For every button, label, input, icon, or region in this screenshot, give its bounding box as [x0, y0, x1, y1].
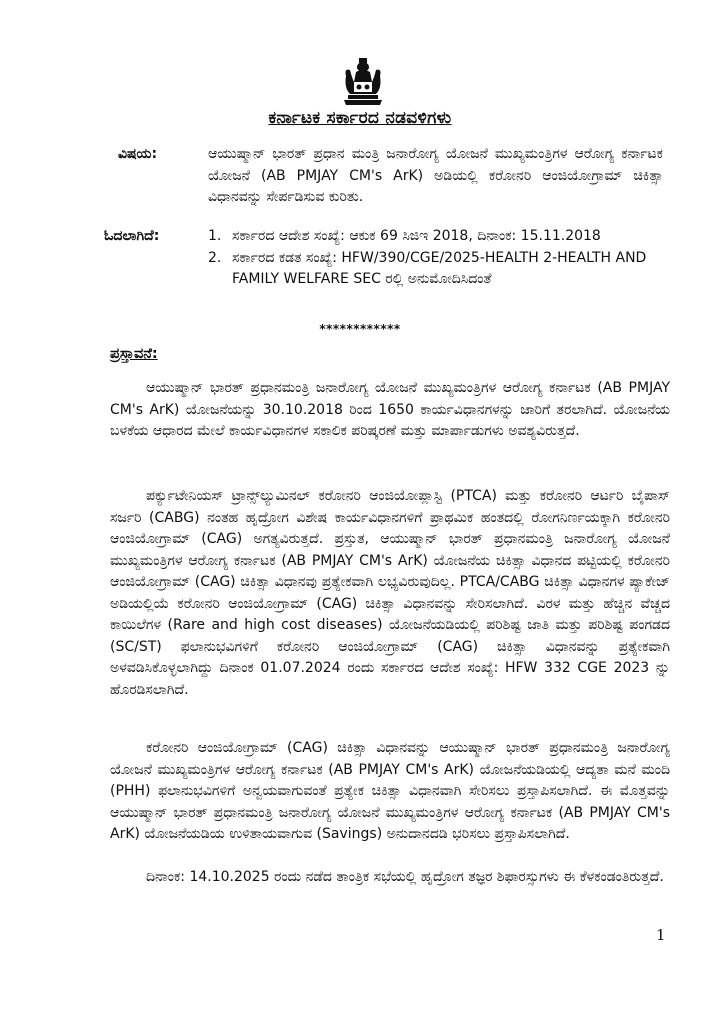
preamble-heading: ಪ್ರಸ್ತಾವನೆ:: [110, 346, 158, 362]
page-number: 1: [656, 926, 666, 944]
subject-label: ವಿಷಯ:: [118, 146, 158, 162]
preamble-paragraph: ಪರ್ಕ್ಯುಟೇನಿಯಸ್ ಟ್ರಾನ್ಸ್‌ಲ್ಯುಮಿನಲ್ ಕರೋನರಿ ಆಂಜಿಯೋಪ್ಲಾಸ್ಟಿ (PTCA) ಮತ್ತು ಕರೋನರಿ ಆರ್ಟರಿ ಬೈಪಾಸ್ ಸರ್ಜರಿ (CABG) ನಂತಹ ಹೃದ್ರೋಗ ವಿಶೇಷ ಕಾರ್ಯವಿಧಾನಗಳಿಗೆ ಪ್ರಾಥಮಿಕ ಹಂತದಲ್ಲಿ ರೋಗನಿರ್ಣಯಕ್ಕಾಗಿ ಕರೋನರಿ ಆಂಜಿಯೋಗ್ರಾಮ್ (CAG) ಅಗತ್ಯವಿರುತ್ತದೆ. ಪ್ರಸ್ತುತ, ಆಯುಷ್ಮಾನ್ ಭಾರತ್ ಪ್ರಧಾನಮಂತ್ರಿ ಜನಾರೋಗ್ಯ ಯೋಜನೆ ಮುಖ್ಯಮಂತ್ರಿಗಳ ಆರೋಗ್ಯ ಕರ್ನಾಟಕ (AB PMJAY CM's ArK) ಯೋಜನೆಯ ಚಿಕಿತ್ಸಾ ವಿಧಾನದ ಪಟ್ಟಿಯಲ್ಲಿ ಕರೋನರಿ ಆಂಜಿಯೋಗ್ರಾಮ್ (CAG) ಚಿಕಿತ್ಸಾ ವಿಧಾನವು ಪ್ರತ್ಯೇಕವಾಗಿ ಲಭ್ಯವಿರುವುದಿಲ್ಲ. PTCA/CABG ಚಿಕಿತ್ಸಾ ವಿಧಾನಗಳ ಪ್ಯಾಕೇಜ್ ಅಡಿಯಲ್ಲಿಯೆ ಕರೋನರಿ ಆಂಜಿಯೋಗ್ರಾಮ್ (CAG) ಚಿಕಿತ್ಸಾ ವಿಧಾನವನ್ನು ಸೇರಿಸಲಾಗಿದೆ. ವಿರಳ ಮತ್ತು ಹೆಚ್ಚಿನ ವೆಚ್ಚದ ಕಾಯಿಲೆಗಳ (Rare and high cost diseases) ಯೋಜನೆಯಡಿಯಲ್ಲಿ ಪರಿಶಿಷ್ಟ ಜಾತಿ ಮತ್ತು ಪರಿಶಿಷ್ಟ ಪಂಗಡದ (SC/ST) ಫಲಾನುಭವಿಗಳಿಗೆ ಕರೋನರಿ ಆಂಜಿಯೋಗ್ರಾಮ್ (CAG) ಚಿಕಿತ್ಸಾ ವಿಧಾನವನ್ನು ಪ್ರತ್ಯೇಕವಾಗಿ ಅಳವಡಿಸಿಕೊಳ್ಳಲಾಗಿದ್ದು ದಿನಾಂಕ 01.07.2024 ರಂದು ಸರ್ಕಾರದ ಆದೇಶ ಸಂಖ್ಯೆ: HFW 332 CGE 2023 ನ್ನು ಹೊರಡಿಸಲಾಗಿದೆ.: [110, 488, 670, 698]
subject-text: ಆಯುಷ್ಮಾನ್ ಭಾರತ್ ಪ್ರಧಾನ ಮಂತ್ರಿ ಜನಾರೋಗ್ಯ ಯೋಜನೆ ಮುಖ್ಯಮಂತ್ರಿಗಳ ಆರೋಗ್ಯ ಕರ್ನಾಟಕ ಯೋಜನೆ (AB PMJAY CM's ArK) ಅಡಿಯಲ್ಲಿ ಕರೋನರಿ ಆಂಜಿಯೋಗ್ರಾಮ್ ಚಿಕಿತ್ಸಾ ವಿಧಾನವನ್ನು ಸೇರ್ಪಡಿಸುವ ಕುರಿತು.: [208, 146, 663, 205]
references-list: [208, 226, 668, 291]
reference-number: 2.: [208, 249, 222, 266]
section-separator: ************: [319, 322, 401, 336]
references-label: ಓದಲಾಗಿದೆ:: [104, 228, 160, 244]
reference-item: [208, 226, 668, 248]
reference-number: 1.: [208, 228, 222, 244]
state-emblem-icon: [340, 58, 386, 106]
reference-text: ಸರ್ಕಾರದ ಕಡತ ಸಂಖ್ಯೆ: HFW/390/CGE/2025-HEALTH 2-HEALTH AND FAMILY WELFARE SEC ರಲ್ಲಿ ಅನುಮೋದಿಸಿದಂತೆ: [232, 249, 647, 287]
preamble-paragraph: ದಿನಾಂಕ: 14.10.2025 ರಂದು ನಡೆದ ತಾಂತ್ರಿಕ ಸಭೆಯಲ್ಲಿ ಹೃದ್ರೋಗ ತಜ್ಞರ ಶಿಫಾರಸ್ಸುಗಳು ಈ ಕೆಳಕಂಡಂತಿರುತ್ತದೆ.: [146, 869, 664, 885]
reference-item: [208, 248, 668, 291]
reference-text: ಸರ್ಕಾರದ ಆದೇಶ ಸಂಖ್ಯೆ: ಆಕುಕ 69 ಸಿಜಿಇ 2018, ದಿನಾಂಕ: 15.11.2018: [232, 228, 601, 244]
preamble-paragraph: ಕರೋನರಿ ಆಂಜಿಯೋಗ್ರಾಮ್ (CAG) ಚಿಕಿತ್ಸಾ ವಿಧಾನವನ್ನು ಆಯುಷ್ಮಾನ್ ಭಾರತ್ ಪ್ರಧಾನಮಂತ್ರಿ ಜನಾರೋಗ್ಯ ಯೋಜನೆ ಮುಖ್ಯಮಂತ್ರಿಗಳ ಆರೋಗ್ಯ ಕರ್ನಾಟಕ (AB PMJAY CM's ArK) ಯೋಜನೆಯಡಿಯಲ್ಲಿ ಆದ್ಯತಾ ಮನೆ ಮಂದಿ (PHH) ಫಲಾನುಭವಿಗಳಿಗೆ ಅನ್ವಯವಾಗುವಂತೆ ಪ್ರತ್ಯೇಕ ಚಿಕಿತ್ಸಾ ವಿಧಾನವಾಗಿ ಸೇರಿಸಲು ಪ್ರಸ್ತಾಪಿಸಲಾಗಿದೆ. ಈ ಮೊತ್ತವನ್ನು ಆಯುಷ್ಮಾನ್ ಭಾರತ್ ಪ್ರಧಾನಮಂತ್ರಿ ಜನಾರೋಗ್ಯ ಯೋಜನೆ ಮುಖ್ಯಮಂತ್ರಿಗಳ ಆರೋಗ್ಯ ಕರ್ನಾಟಕ (AB PMJAY CM's ArK) ಯೋಜನೆಯಡಿಯ ಉಳಿತಾಯವಾಗುವ (Savings) ಅನುದಾನದಡಿ ಭರಿಸಲು ಪ್ರಸ್ತಾಪಿಸಲಾಗಿದೆ.: [110, 740, 670, 842]
document-title: ಕರ್ನಾಟಕ ಸರ್ಕಾರದ ನಡವಳಿಗಳು: [268, 108, 452, 128]
preamble-paragraph: ಆಯುಷ್ಮಾನ್ ಭಾರತ್ ಪ್ರಧಾನಮಂತ್ರಿ ಜನಾರೋಗ್ಯ ಯೋಜನೆ ಮುಖ್ಯಮಂತ್ರಿಗಳ ಆರೋಗ್ಯ ಕರ್ನಾಟಕ (AB PMJAY CM's ArK) ಯೋಜನೆಯನ್ನು 30.10.2018 ರಿಂದ 1650 ಕಾರ್ಯವಿಧಾನಗಳನ್ನು ಜಾರಿಗೆ ತರಲಾಗಿದೆ. ಯೋಜನೆಯ ಬಳಕೆಯ ಆಧಾರದ ಮೇಲೆ ಕಾರ್ಯವಿಧಾನಗಳ ಸಕಾಲಿಕ ಪರಿಷ್ಕರಣೆ ಮತ್ತು ಮಾರ್ಪಾಡುಗಳು ಅವಶ್ಯವಿರುತ್ತದೆ.: [110, 380, 670, 439]
